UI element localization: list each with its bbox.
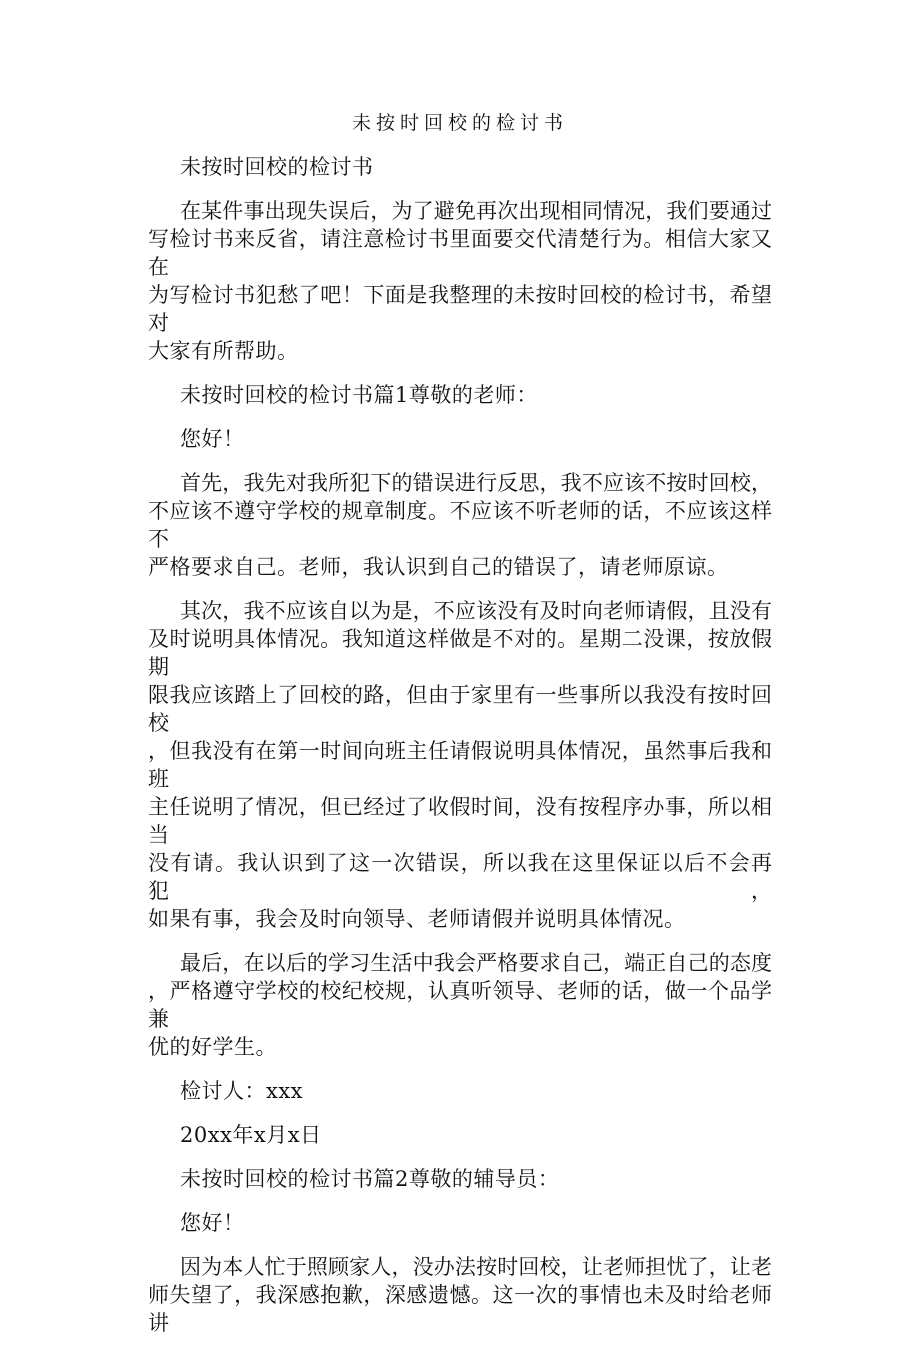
text-line: 首先，我先对我所犯下的错误进行反思，我不应该不按时回校，: [180, 471, 772, 495]
text-line: 不应该不遵守学校的规章制度。不应该不听老师的话，不应该这样不: [148, 499, 772, 551]
paragraph: [148, 597, 772, 933]
text-line: 及时说明具体情况。我知道这样做是不对的。星期二没课，按放假期: [148, 627, 772, 679]
text-line: 为写检讨书犯愁了吧！下面是我整理的未按时回校的检讨书，希望对: [148, 283, 772, 335]
text-line: 因为本人忙于照顾家人，没办法按时回校，让老师担忧了，让老: [180, 1255, 772, 1279]
text-line: 未按时回校的检讨书篇1尊敬的老师：: [180, 383, 538, 407]
text-line: 您好！: [180, 427, 245, 451]
text-line: 大家有所帮助。: [148, 339, 299, 363]
paragraph: [148, 1209, 772, 1237]
paragraph: [148, 469, 772, 581]
text-line: ，严格遵守学校的校纪校规，认真听领导、老师的话，做一个品学兼: [148, 979, 772, 1031]
text-line: 在某件事出现失误后，为了避免再次出现相同情况，我们要通过: [180, 199, 772, 223]
text-line: 20xx年x月x日: [180, 1123, 322, 1147]
text-line: ，但我没有在第一时间向班主任请假说明具体情况，虽然事后我和班: [148, 739, 772, 791]
text-line: 写检讨书来反省，请注意检讨书里面要交代清楚行为。相信大家又在: [148, 227, 772, 279]
text-line: 最后，在以后的学习生活中我会严格要求自己，端正自己的态度: [180, 951, 772, 975]
text-line: 如果有事，我会及时向领导、老师请假并说明具体情况。: [148, 907, 686, 931]
paragraph: [148, 1253, 772, 1337]
document-body: [148, 153, 772, 1353]
paragraph: [148, 381, 772, 409]
text-line: 严格要求自己。老师，我认识到自己的错误了，请老师原谅。: [148, 555, 729, 579]
paragraph: [148, 1165, 772, 1193]
text-line: 其次，我不应该自以为是，不应该没有及时向老师请假，且没有: [180, 599, 772, 623]
text-line: 未按时回校的检讨书: [180, 155, 374, 179]
text-line: 未按时回校的检讨书篇2尊敬的辅导员：: [180, 1167, 560, 1191]
paragraph: [148, 949, 772, 1061]
text-line: 您好！: [180, 1211, 245, 1235]
text-line: 检讨人：xxx: [180, 1079, 304, 1103]
text-line: 主任说明了情况，但已经过了收假时间，没有按程序办事，所以相当: [148, 795, 772, 847]
text-line: 优的好学生。: [148, 1035, 277, 1059]
text-line: 没有请。我认识到了这一次错误，所以我在这里保证以后不会再犯，: [148, 851, 772, 903]
paragraph: [148, 1121, 772, 1149]
paragraph: [148, 425, 772, 453]
text-line: 限我应该踏上了回校的路，但由于家里有一些事所以我没有按时回校: [148, 683, 772, 735]
paragraph: [148, 1077, 772, 1105]
document-title: 未按时回校的检讨书: [351, 112, 568, 134]
paragraph: [148, 153, 772, 181]
text-line: 师失望了，我深感抱歉，深感遗憾。这一次的事情也未及时给老师讲: [148, 1283, 772, 1335]
paragraph: [148, 197, 772, 365]
